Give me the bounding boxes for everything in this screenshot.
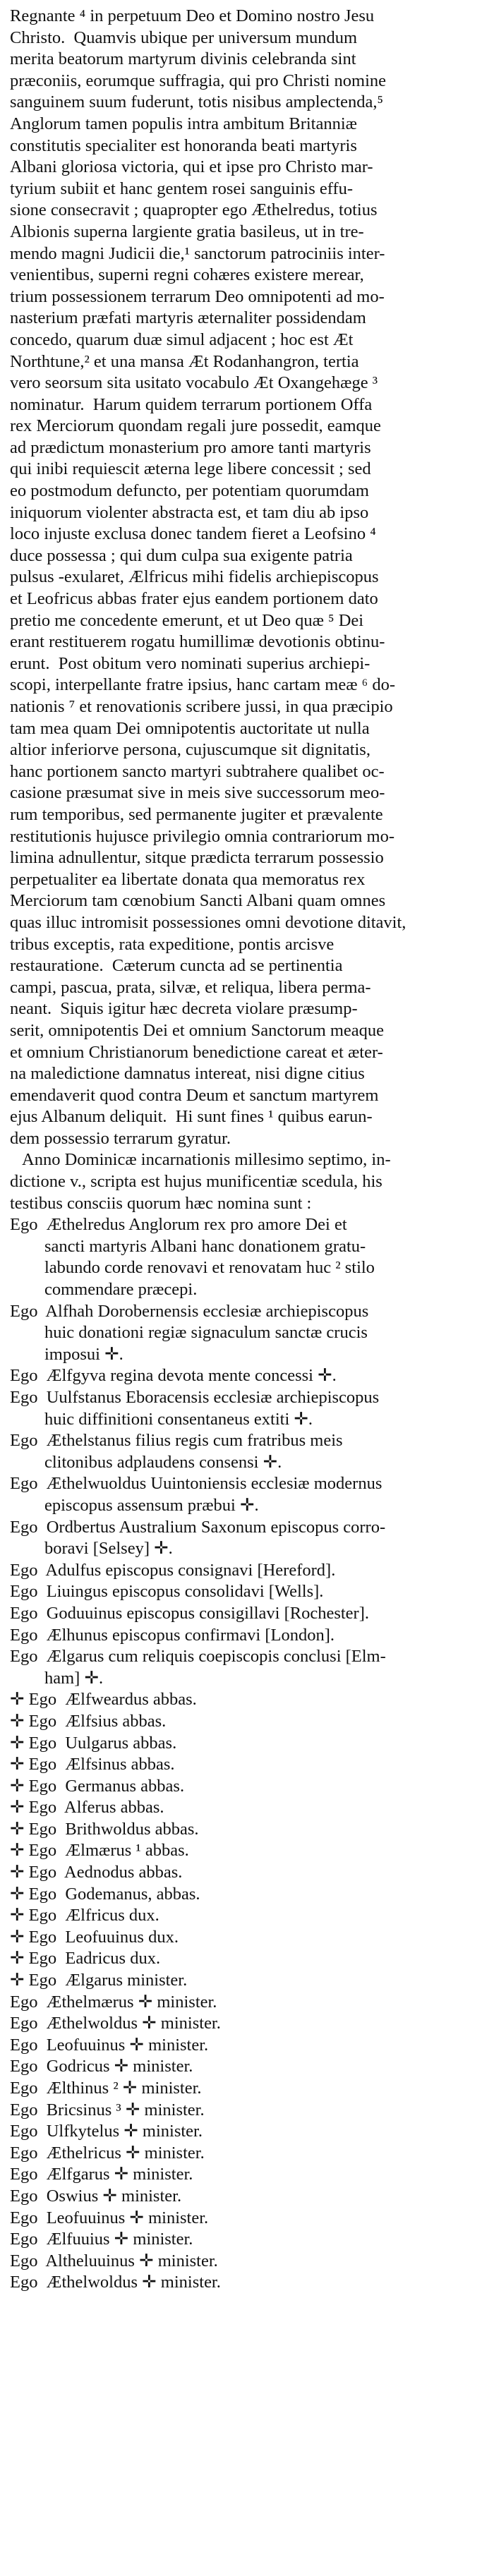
witness-line: ✛ Ego Uulgarus abbas. <box>10 1733 177 1753</box>
charter-line: vero seorsum sita usitato vocabulo Æt Oxangehæge ³ <box>10 373 378 393</box>
charter-line: nationis ⁷ et renovationis scribere jussi, in qua præcipio <box>10 697 393 716</box>
charter-line: restitutionis hujusce privilegio omnia contrariorum mo- <box>10 826 395 846</box>
charter-line: pretio me concedente emerunt, et ut Deo quæ ⁵ Dei <box>10 610 364 630</box>
charter-line: trium possessionem terrarum Deo omnipotenti ad mo- <box>10 286 385 306</box>
witness-line: Ego Ælfgarus ✛ minister. <box>10 2165 193 2184</box>
witness-line: ✛ Ego Ælmærus ¹ abbas. <box>10 1841 189 1861</box>
charter-line: dem possessio terrarum gyratur. <box>10 1128 231 1148</box>
charter-line: merita beatorum martyrum divinis celebranda sint <box>10 49 356 69</box>
charter-line: nominatur. Harum quidem terrarum portionem Offa <box>10 394 373 414</box>
charter-line: testibus consciis quorum hæc nomina sunt : <box>10 1193 312 1213</box>
witness-line: Ego Godricus ✛ minister. <box>10 2057 193 2076</box>
witness-line: Ego Ælfuuius ✛ minister. <box>10 2230 193 2249</box>
charter-line: pulsus -exularet, Ælfricus mihi fidelis archiepiscopus <box>10 567 379 587</box>
witness-line: Ego Æthelstanus filius regis cum fratribus meis <box>10 1431 343 1451</box>
witness-line: ✛ Ego Ælfsinus abbas. <box>10 1755 175 1774</box>
witness-line: Ego Alfhah Dorobernensis ecclesiæ archiepiscopus <box>10 1301 369 1321</box>
charter-line: dictione v., scripta est hujus munificentiæ scedula, his <box>10 1172 382 1192</box>
witness-line: Ego Æthelricus ✛ minister. <box>10 2143 205 2163</box>
charter-line: loco injuste exclusa donec tandem fieret a Leofsino ⁴ <box>10 524 376 544</box>
charter-line: tyrium subiit et hanc gentem rosei sanguinis effu- <box>10 179 354 198</box>
witness-line: Ego Æthelmærus ✛ minister. <box>10 1992 217 2012</box>
witness-line: ✛ Ego Eadricus dux. <box>10 1949 161 1969</box>
witness-line: Ego Liuingus episcopus consolidavi [Wells]. <box>10 1582 324 1602</box>
charter-line: et Leofricus abbas frater ejus eandem portionem dato <box>10 589 378 609</box>
charter-line: nasterium præfati martyris æternaliter possidendam <box>10 308 366 328</box>
charter-line: Albionis superna largiente gratia basileus, ut in tre- <box>10 222 364 241</box>
charter-line: constitutis specialiter est honoranda beati martyris <box>10 135 357 155</box>
witness-line: ✛ Ego Ælfricus dux. <box>10 1906 159 1925</box>
charter-line: erant restituerem rogatu humillimæ devotionis obtinu- <box>10 632 385 652</box>
charter-line: mendo magni Judicii die,¹ sanctorum patrociniis inter- <box>10 243 385 263</box>
charter-line: casione præsumat sive in meis sive successorum meo- <box>10 783 385 803</box>
witness-line: Ego Goduuinus episcopus consigillavi [Rochester]. <box>10 1603 369 1623</box>
charter-line: sanguinem suum fuderunt, totis nisibus amplectenda,⁵ <box>10 92 384 112</box>
charter-line: eo postmodum defuncto, per potentiam quorumdam <box>10 481 369 501</box>
witness-line: ✛ Ego Leofuuinus dux. <box>10 1927 179 1947</box>
charter-line: sione consecravit ; quapropter ego Æthelredus, totius <box>10 200 378 220</box>
witness-line: Ego Æthelwoldus ✛ minister. <box>10 2014 221 2033</box>
witness-line: Ego Ælthinus ² ✛ minister. <box>10 2079 202 2098</box>
witness-line: Ego Æthelredus Anglorum rex pro amore Dei et <box>10 1215 347 1235</box>
charter-line: tam mea quam Dei omnipotentis auctoritate ut nulla <box>10 718 370 738</box>
charter-line: Northtune,² et una mansa Æt Rodanhangron, tertia <box>10 351 359 371</box>
charter-line: Christo. Quamvis ubique per universum mundum <box>10 28 357 47</box>
charter-line: limina adnullentur, sitque prædicta terrarum possessio <box>10 848 384 868</box>
charter-line: quas illuc intromisit possessiones omni devotione ditavit, <box>10 912 406 932</box>
charter-line: emendaverit quod contra Deum et sanctum martyrem <box>10 1085 379 1105</box>
charter-line: restauratione. Cæterum cuncta ad se pertinentia <box>10 956 343 976</box>
witness-line: Ego Adulfus episcopus consignavi [Hereford]. <box>10 1560 336 1580</box>
witness-line: labundo corde renovavi et renovatam huc ² stilo <box>10 1258 375 1278</box>
charter-line: altior inferiorve persona, cujuscumque sit dignitatis, <box>10 740 370 760</box>
charter-line: duce possessa ; qui dum culpa sua exigente patria <box>10 545 353 565</box>
charter-line: ejus Albanum deliquit. Hi sunt fines ¹ quibus earun- <box>10 1107 373 1127</box>
charter-line: neant. Siquis igitur hæc decreta violare præsump- <box>10 999 358 1019</box>
witness-line: Ego Leofuuinus ✛ minister. <box>10 2208 209 2227</box>
witness-line: Ego Uulfstanus Eboracensis ecclesiæ archiepiscopus <box>10 1388 380 1407</box>
charter-line: erunt. Post obitum vero nominati superius archiepi- <box>10 653 370 673</box>
witness-line: ✛ Ego Germanus abbas. <box>10 1776 185 1796</box>
charter-line: concedo, quarum duæ simul adjacent ; hoc est Æt <box>10 329 354 349</box>
witness-line: Ego Oswius ✛ minister. <box>10 2186 182 2206</box>
witness-line: ✛ Ego Alferus abbas. <box>10 1798 164 1818</box>
witness-line: episcopus assensum præbui ✛. <box>10 1495 259 1515</box>
witness-line: Ego Bricsinus ³ ✛ minister. <box>10 2100 205 2120</box>
witness-line: Ego Ælgarus cum reliquis coepiscopis conclusi [Elm- <box>10 1647 386 1667</box>
charter-line: hanc portionem sancto martyri subtrahere qualibet oc- <box>10 761 385 781</box>
charter-line: Regnante ⁴ in perpetuum Deo et Domino nostro Jesu <box>10 6 375 25</box>
charter-line: ad prædictum monasterium pro amore tanti martyris <box>10 437 371 457</box>
witness-line: ✛ Ego Ælfsius abbas. <box>10 1711 167 1731</box>
witness-line: Ego Ælfgyva regina devota mente concessi ✛. <box>10 1366 337 1386</box>
witness-line: Ego Ordbertus Australium Saxonum episcopus corro- <box>10 1517 386 1537</box>
charter-line: scopi, interpellante fratre ipsius, hanc cartam meæ ⁶ do- <box>10 675 395 695</box>
charter-line: campi, pascua, prata, silvæ, et reliqua, libera perma- <box>10 977 371 997</box>
witness-list <box>10 1214 484 2294</box>
charter-line: tribus exceptis, rata expeditione, pontis arcisve <box>10 934 335 954</box>
charter-line: Merciorum tam cœnobium Sancti Albani quam omnes <box>10 891 386 911</box>
witness-line: ✛ Ego Aednodus abbas. <box>10 1863 183 1882</box>
witness-line: sancti martyris Albani hanc donationem gratu- <box>10 1236 366 1256</box>
witness-line: ✛ Ego Brithwoldus abbas. <box>10 1819 199 1839</box>
charter-line: et omnium Christianorum benedictione careat et æter- <box>10 1042 383 1062</box>
witness-line: boravi [Selsey] ✛. <box>10 1539 173 1559</box>
witness-line: Ego Æthelwoldus ✛ minister. <box>10 2273 221 2292</box>
witness-line: huic diffinitioni consentaneus extiti ✛. <box>10 1409 313 1429</box>
witness-line: Ego Æthelwuoldus Uuintoniensis ecclesiæ modernus <box>10 1474 382 1494</box>
witness-line: Ego Altheluuinus ✛ minister. <box>10 2251 218 2270</box>
witness-line: imposui ✛. <box>10 1344 124 1364</box>
witness-line: Ego Ulfkytelus ✛ minister. <box>10 2122 203 2141</box>
charter-line: Anno Dominicæ incarnationis millesimo septimo, in- <box>10 1150 391 1170</box>
charter-line: rex Merciorum quondam regali jure possedit, eamque <box>10 416 381 436</box>
charter-line: serit, omnipotentis Dei et omnium Sanctorum meaque <box>10 1020 385 1040</box>
witness-line: Ego Leofuuinus ✛ minister. <box>10 2035 209 2055</box>
witness-line: Ego Ælhunus episcopus confirmavi [London]. <box>10 1625 335 1645</box>
charter-line: præconiis, eorumque suffragia, qui pro Christi nomine <box>10 71 387 90</box>
charter-line: iniquorum violenter abstracta est, et tam diu ab ipso <box>10 502 369 522</box>
charter-line: Anglorum tamen populis intra ambitum Britanniæ <box>10 114 357 133</box>
charter-line: qui inibi requiescit æterna lege libere concessit ; sed <box>10 459 371 479</box>
charter-body <box>10 6 484 1214</box>
witness-line: ✛ Ego Godemanus, abbas. <box>10 1884 200 1904</box>
witness-line: huic donationi regiæ signaculum sanctæ crucis <box>10 1323 368 1343</box>
charter-line: venientibus, superni regni cohæres existere merear, <box>10 265 364 285</box>
witness-line: ✛ Ego Ælfweardus abbas. <box>10 1690 197 1710</box>
charter-line: Albani gloriosa victoria, qui et ipse pro Christo mar- <box>10 157 373 177</box>
charter-line: perpetualiter ea libertate donata qua memoratus rex <box>10 869 366 889</box>
witness-line: commendare præcepi. <box>10 1280 198 1300</box>
charter-line: na maledictione damnatus intereat, nisi digne citius <box>10 1064 365 1084</box>
witness-line: ✛ Ego Ælgarus minister. <box>10 1971 188 1990</box>
witness-line: clitonibus adplaudens consensi ✛. <box>10 1452 282 1472</box>
witness-line: ham] ✛. <box>10 1668 104 1688</box>
charter-line: rum temporibus, sed permanente jugiter et prævalente <box>10 804 383 824</box>
